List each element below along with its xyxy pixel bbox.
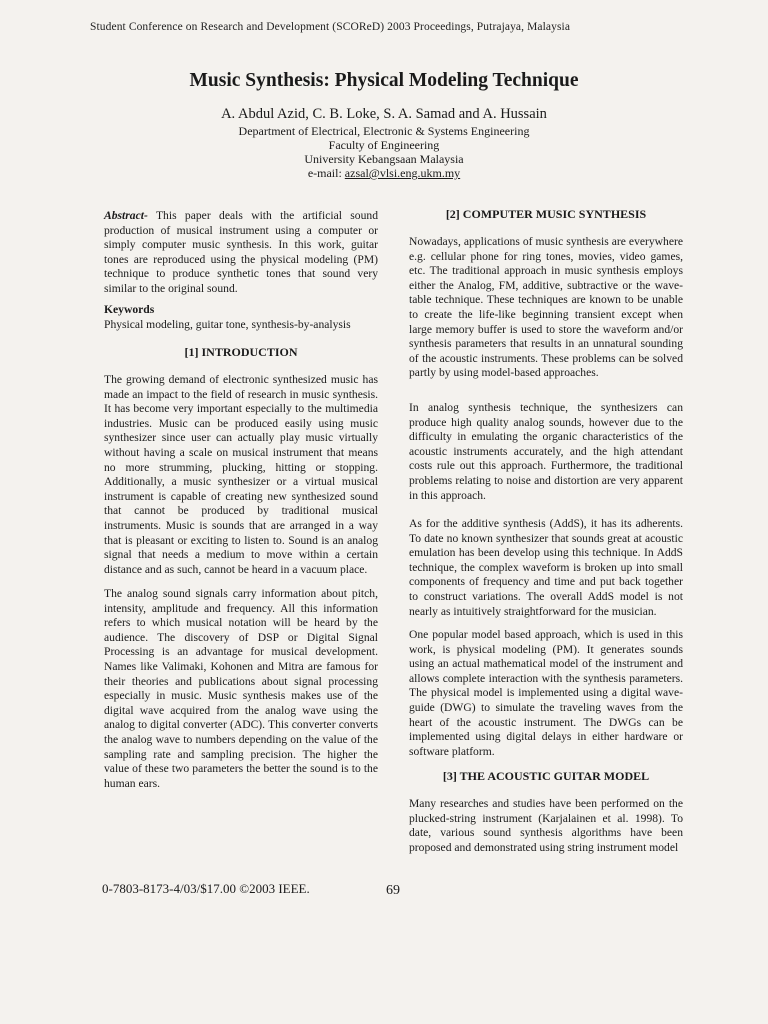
- affiliation-department: Department of Electrical, Electronic & Systems Engineering: [238, 124, 530, 138]
- author-list: A. Abdul Azid, C. B. Loke, S. A. Samad and A. Hussain: [221, 106, 547, 122]
- section-heading-acoustic-guitar-model: [3] THE ACOUSTIC GUITAR MODEL: [442, 769, 650, 783]
- paragraph-text: One popular model based approach, which is used in this work, is physical modeling (PM). It generates sounds using an actual mathematical model of the instrument and allows complete interaction with the synthesis parameters. The physical model is implemented using a digital wave-guide (DWG) to simulate the traveling waves from the heart of the acoustic instrument. The DWGs can be implemented using digital delays in either hardware or software platform.: [409, 628, 683, 758]
- paragraph-text: Nowadays, applications of music synthesis are everywhere e.g. cellular phone for ring tones, movies, video games, etc. The traditional approach in music synthesis employs either the Analog, FM, additive, subtractive or the wave-table technique. These techniques are known to be unable to create the life-like beginning transient except when large memory buffer is used to store the waveform and/or synthesis parameters that results in an unnatural sounding of the acoustic instruments. These problems can be solved partly by using model-based approaches.: [409, 235, 683, 380]
- guitar-paragraph-1: [409, 797, 683, 855]
- paragraph-text: The growing demand of electronic synthesized music has made an impact to the field of research in music synthesis. It has become very important especially to the multimedia industries. Music can be produced easily using music synthesizer since user can actually play music virtually without having a scale on musical instrument that means no more strumming, plucking, hitting or stopping. Additionally, a music synthesizer or a virtual musical instrument is capable of creating new synthesized sound that cannot be produced by traditional musical instruments. Music is sounds that are arranged in a way that is pleasant or exciting to listen to. Sound is an analog signal that needs a medium to move within a certain distance and as such, cannot be heard in a vacuum place.: [104, 373, 378, 576]
- paragraph-text: The analog sound signals carry information about pitch, intensity, amplitude and frequency. All this information refers to which musical notation will be heard by the audience. The discovery of DSP or Digital Signal Processing is an advantage for musical development. Names like Valimaki, Kohonen and Mitra are famous for their theories and publications about signal processing especially in music. Music synthesis makes use of the digital wave acquired from the analog wave using the analog to digital converter (ADC). This converter converts the analog wave to numbers depending on the value of the sampling rate and sampling precision. The higher the value of these two parameters the better the sound is to the human ears.: [104, 587, 378, 790]
- keywords-text: Physical modeling, guitar tone, synthesis-by-analysis: [104, 317, 351, 331]
- keywords-heading: Keywords: [104, 303, 155, 316]
- affiliation-email-line: [0, 166, 768, 180]
- cms-paragraph-3: [409, 517, 683, 619]
- keywords-block: [104, 303, 378, 332]
- abstract-label: Abstract-: [104, 209, 148, 222]
- introduction-paragraph-2: [104, 587, 378, 791]
- cms-paragraph-2: [409, 401, 683, 503]
- cms-paragraph-4: [409, 628, 683, 759]
- introduction-paragraph-1: [104, 373, 378, 577]
- email-link[interactable]: azsal@vlsi.eng.ukm.my: [344, 166, 461, 180]
- paragraph-text: Many researches and studies have been performed on the plucked-string instrument (Karjalainen et al. 1998). To date, various sound synthesis algorithms have been proposed and demonstrated using string instrument model: [409, 797, 683, 854]
- copyright-notice: 0-7803-8173-4/03/$17.00 ©2003 IEEE.: [102, 881, 310, 896]
- paper-title: Music Synthesis: Physical Modeling Technique: [189, 70, 579, 91]
- paragraph-text: In analog synthesis technique, the synthesizers can produce high quality analog sounds, however due to the difficulty in emulating the organic characteristics of the acoustic instruments accurately, and the high attendant costs rule out this approach. Furthermore, the traditional problems relating to noise and distortion are very apparent in this approach.: [409, 401, 683, 502]
- running-head: Student Conference on Research and Development (SCOReD) 2003 Proceedings, Putrajaya, Malaysia: [90, 21, 570, 33]
- abstract-block: [104, 209, 378, 297]
- page-number: 69: [386, 883, 400, 898]
- section-heading-computer-music-synthesis: [2] COMPUTER MUSIC SYNTHESIS: [445, 207, 647, 221]
- abstract-text: This paper deals with the artificial sound production of musical instrument using a computer or simply computer music synthesis. In this work, guitar tones are reproduced using the physical modeling (PM) technique to produce synthetic tones that sound very similar to the original sound.: [104, 209, 378, 295]
- affiliation-faculty: Faculty of Engineering: [328, 138, 440, 152]
- section-heading-introduction: [1] INTRODUCTION: [184, 345, 298, 359]
- affiliation-university: University Kebangsaan Malaysia: [304, 152, 464, 166]
- email-label: e-mail:: [307, 166, 342, 180]
- cms-paragraph-1: [409, 235, 683, 381]
- paragraph-text: As for the additive synthesis (AddS), it has its adherents. To date no known synthesizer that sounds great at acoustic emulation has been develop using this technique. In AddS technique, the complex waveform is broken up into small components of frequency and time and put back together to construct variations. The overall AddS model is not nearly as intuitively straightforward for the musician.: [409, 517, 683, 618]
